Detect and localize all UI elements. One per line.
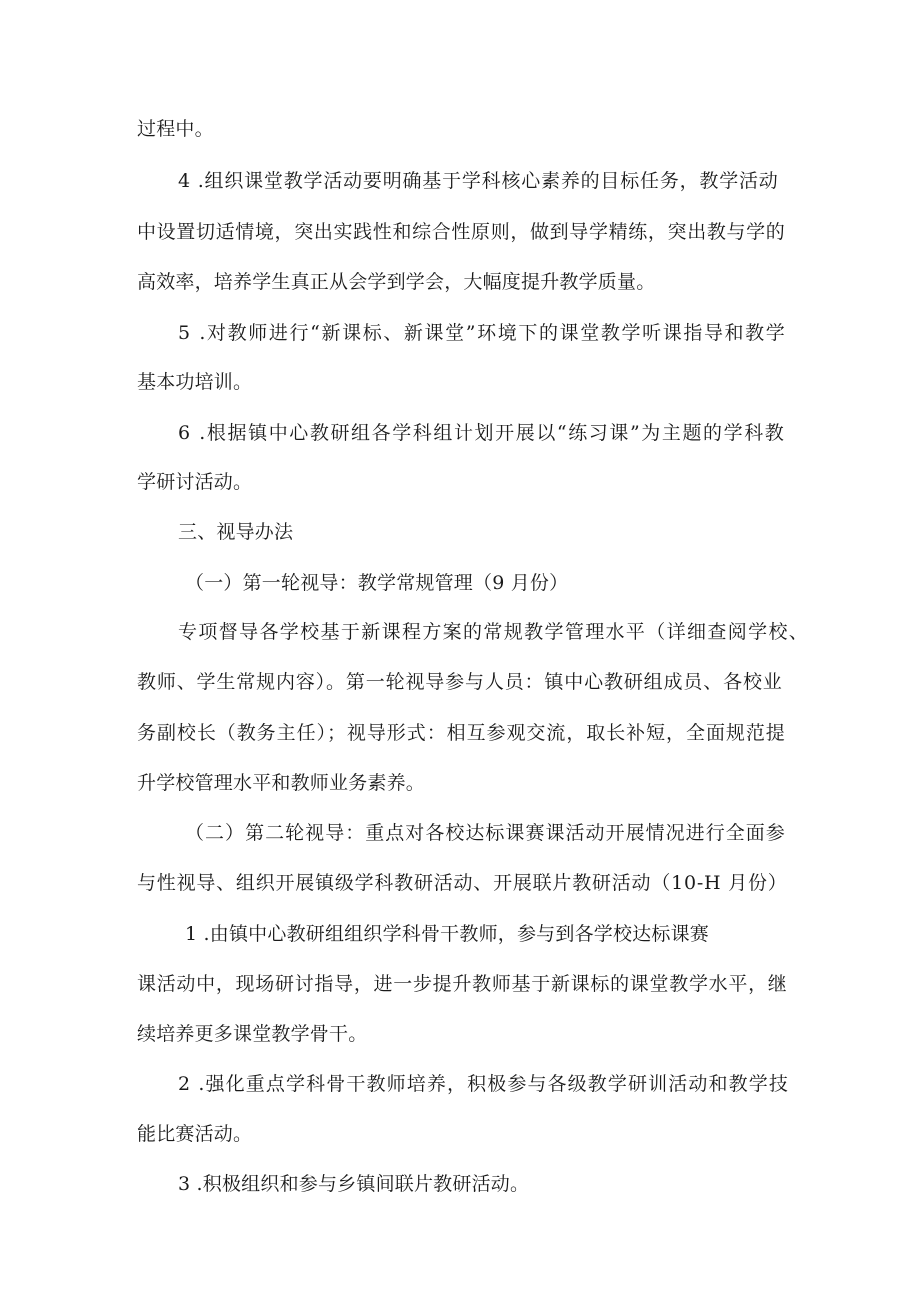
text-line: 基本功培训。	[137, 371, 253, 393]
text-line: 务副校长（教务主任）；视导形式：相互参观交流，取长补短，全面规范提	[137, 722, 786, 744]
subsection-heading: （二）第二轮视导：重点对各校达标课赛课活动开展情况进行全面参	[185, 822, 786, 844]
text-line: 能比赛活动。	[137, 1123, 253, 1145]
text-line: 6 .根据镇中心教研组各学科组计划开展以“练习课”为主题的学科教	[178, 422, 786, 444]
text-line: 5 .对教师进行“新课标、新课堂”环境下的课堂教学听课指导和教学	[178, 322, 787, 344]
text-line: 中设置切适情境，突出实践性和综合性原则，做到导学精练，突出教与学的	[137, 221, 786, 243]
text-line: 2 .强化重点学科骨干教师培养，积极参与各级教学研训活动和教学技	[178, 1073, 789, 1095]
text-line: 专项督导各学校基于新课程方案的常规教学管理水平（详细查阅学校、	[178, 621, 810, 643]
text-line: 3 .积极组织和参与乡镇间联片教研活动。	[178, 1173, 530, 1195]
text-line: 高效率，培养学生真正从会学到学会，大幅度提升教学质量。	[137, 271, 656, 293]
text-line: 课活动中，现场研讨指导，进一步提升教师基于新课标的课堂教学水平，继	[137, 973, 788, 995]
text-line: 续培养更多课堂教学骨干。	[137, 1023, 368, 1045]
text-line: 学研讨活动。	[137, 471, 253, 493]
text-line: 与性视导、组织开展镇级学科教研活动、开展联片教研活动（10-H 月份）	[137, 872, 788, 894]
text-line: 升学校管理水平和教师业务素养。	[137, 772, 426, 794]
text-line: 教师、学生常规内容）。第一轮视导参与人员：镇中心教研组成员、各校业	[137, 671, 783, 693]
subsection-heading: （一）第一轮视导：教学常规管理（9 月份）	[185, 572, 569, 594]
section-heading: 三、视导办法	[178, 521, 294, 543]
text-line: 4 .组织课堂教学活动要明确基于学科核心素养的目标任务，教学活动	[178, 170, 779, 192]
text-line: 过程中。	[137, 118, 214, 140]
text-line: 1 .由镇中心教研组组织学科骨干教师，参与到各学校达标课赛	[185, 923, 709, 945]
